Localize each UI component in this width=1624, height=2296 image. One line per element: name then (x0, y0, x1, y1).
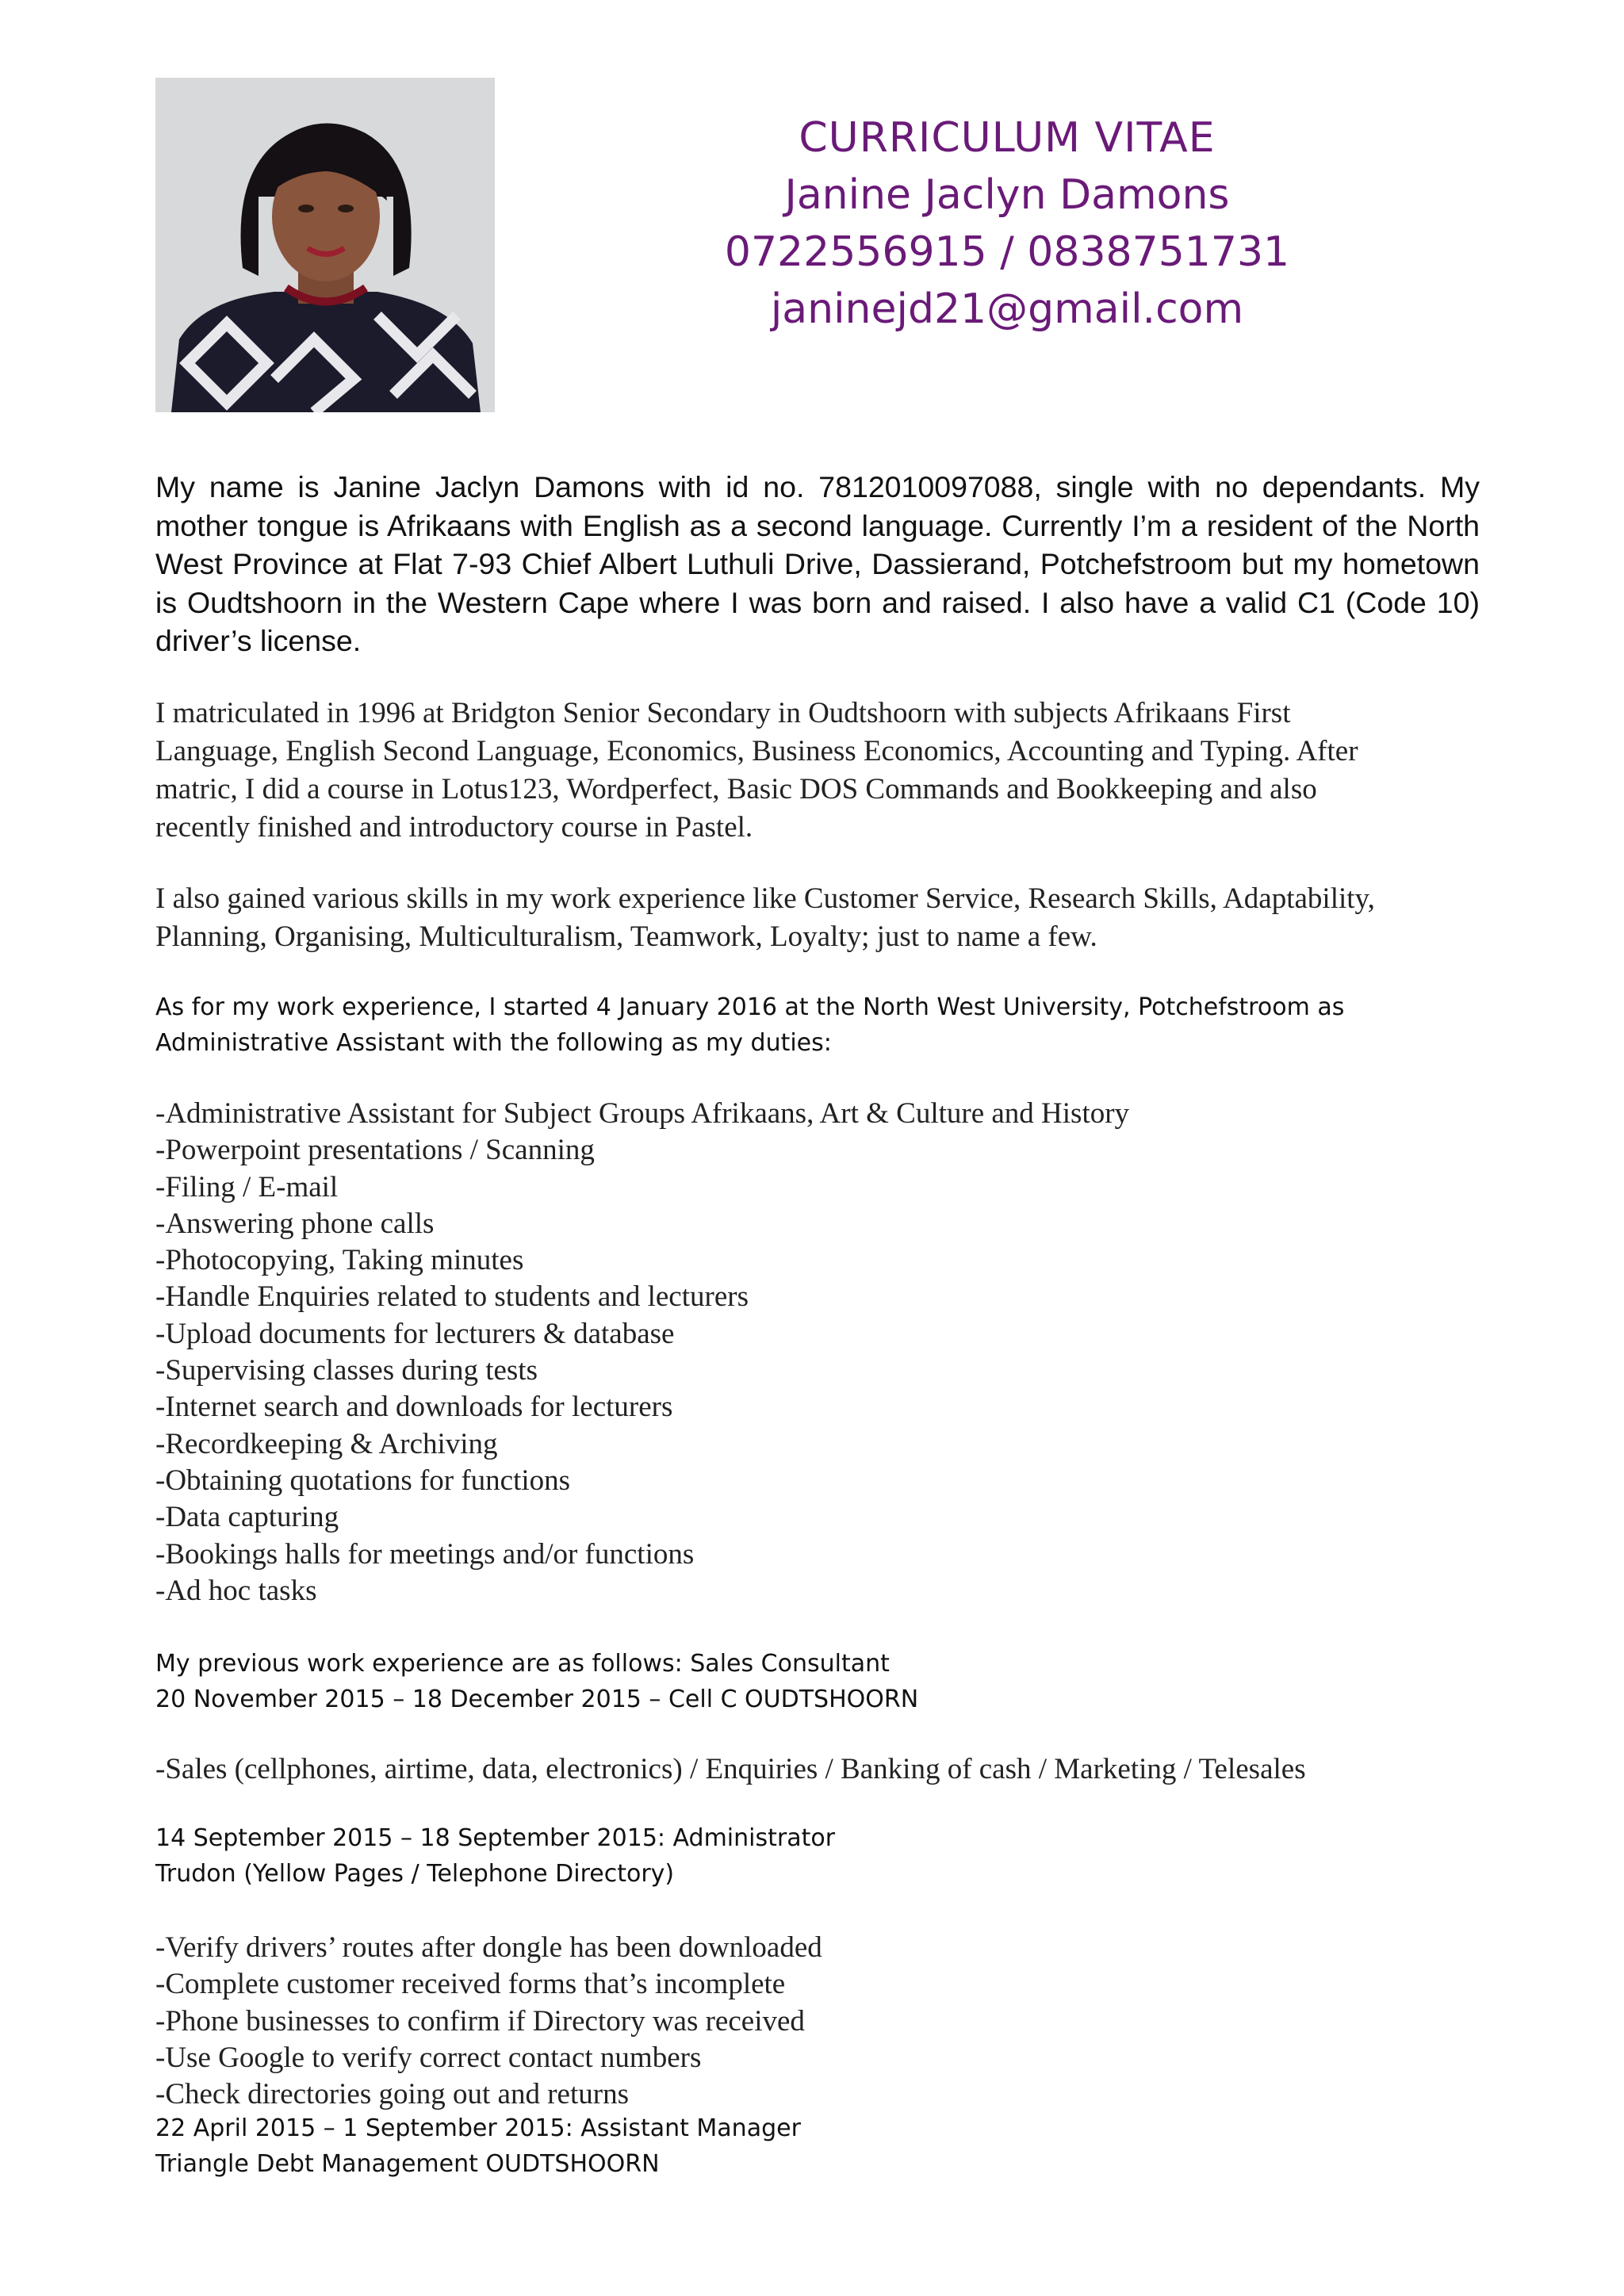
triangle-job-line: Triangle Debt Management OUDTSHOORN (155, 2150, 660, 2178)
email-address: janinejd21@gmail.com (770, 285, 1244, 333)
previous-job-line: My previous work experience are as follows: Sales Consultant (155, 1650, 890, 1678)
current-job-heading (155, 989, 1480, 1061)
education-paragraph (155, 695, 1480, 847)
cv-title: CURRICULUM VITAE (799, 114, 1216, 162)
previous-job-line: 20 November 2015 – 18 December 2015 – Cell C OUDTSHOORN (155, 1686, 919, 1713)
duty-item: -Handle Enquiries related to students and lecturers (155, 1280, 749, 1314)
duty-item: -Administrative Assistant for Subject Groups Afrikaans, Art & Culture and History (155, 1097, 1130, 1130)
current-job-line: Administrative Assistant with the following as my duties: (155, 1029, 832, 1057)
education-line: I matriculated in 1996 at Bridgton Senior Secondary in Oudtshoorn with subjects Afrikaans First (155, 697, 1291, 729)
duty-item: -Ad hoc tasks (155, 1574, 317, 1607)
education-line: Language, English Second Language, Economics, Business Economics, Accounting and Typing. After (155, 735, 1358, 767)
skills-line: I also gained various skills in my work experience like Customer Service, Research Skills, Adaptability, (155, 882, 1375, 915)
skills-paragraph (155, 880, 1480, 956)
duty-item: -Internet search and downloads for lecturers (155, 1391, 673, 1424)
duty-item: -Filing / E-mail (155, 1170, 339, 1203)
duty-item: -Complete customer received forms that’s incomplete (155, 1968, 786, 2001)
education-line: recently finished and introductory course in Pastel. (155, 811, 753, 844)
current-job-line: As for my work experience, I started 4 January 2016 at the North West University, Potchefstroom as (155, 993, 1345, 1021)
duty-item: -Use Google to verify correct contact numbers (155, 2041, 702, 2074)
duty-item: -Verify drivers’ routes after dongle has been downloaded (155, 1931, 822, 1964)
skills-line: Planning, Organising, Multiculturalism, Teamwork, Loyalty; just to name a few. (155, 920, 1097, 953)
duty-item: -Check directories going out and returns (155, 2078, 629, 2111)
duty-item: -Sales (cellphones, airtime, data, electronics) / Enquiries / Banking of cash / Marketing / Telesales (155, 1753, 1306, 1785)
education-line: matric, I did a course in Lotus123, Wordperfect, Basic DOS Commands and Bookkeeping and also (155, 773, 1317, 806)
trudon-job-duties (155, 1930, 1480, 2113)
duty-item: -Answering phone calls (155, 1207, 435, 1240)
duty-item: -Phone businesses to confirm if Directory was received (155, 2004, 805, 2038)
duty-item: -Photocopying, Taking minutes (155, 1244, 524, 1277)
duty-item: -Data capturing (155, 1501, 339, 1534)
previous-job-heading (155, 1646, 1480, 1717)
duty-item: -Supervising classes during tests (155, 1354, 538, 1387)
intro-paragraph: My name is Janine Jaclyn Damons with id no. 7812010097088, single with no dependants. My mother tongue is Afrikaans with English as a second language. Currently I’m a resident of the North West Province at Flat 7-93 Chief Albert Luthuli Drive, Dassierand, Potchefstroom but my hometown is Oudtshoorn in the Western Cape where I was born and raised. I also have a valid C1 (Code 10) driver’s license. (155, 470, 1480, 657)
trudon-job-line: 14 September 2015 – 18 September 2015: Administrator (155, 1824, 836, 1852)
duty-item: -Powerpoint presentations / Scanning (155, 1134, 595, 1167)
trudon-job-heading (155, 1820, 1480, 1892)
phone-numbers: 0722556915 / 0838751731 (724, 228, 1290, 276)
trudon-job-line: Trudon (Yellow Pages / Telephone Directory) (155, 1860, 675, 1888)
duty-item: -Recordkeeping & Archiving (155, 1427, 498, 1460)
cv-header (714, 109, 1300, 338)
triangle-job-line: 22 April 2015 – 1 September 2015: Assistant Manager (155, 2114, 801, 2142)
previous-job-duties (155, 1751, 1480, 1789)
duty-item: -Upload documents for lecturers & database (155, 1317, 675, 1350)
profile-photo (155, 78, 495, 412)
duty-item: -Bookings halls for meetings and/or functions (155, 1537, 695, 1571)
duty-item: -Obtaining quotations for functions (155, 1464, 571, 1497)
candidate-name: Janine Jaclyn Damons (784, 171, 1230, 219)
current-job-duties (155, 1096, 1480, 1609)
triangle-job-heading (155, 2110, 1480, 2182)
portrait-image (155, 78, 495, 412)
